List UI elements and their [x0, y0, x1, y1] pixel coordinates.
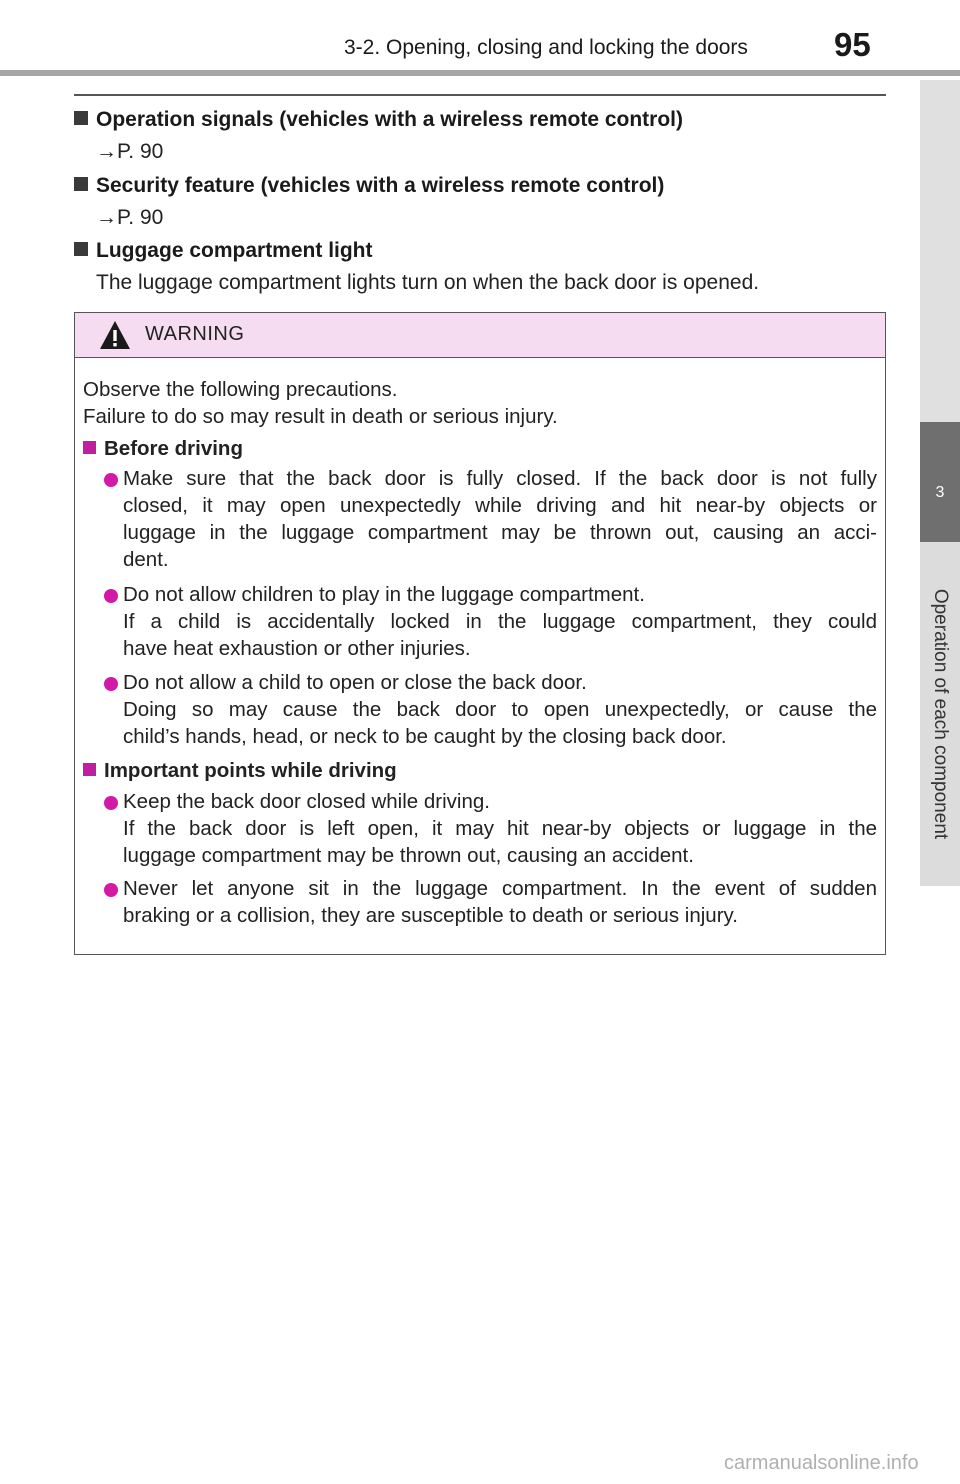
section-heading-text: Luggage compartment light	[96, 239, 373, 262]
warning-item-line: closed, it may open unexpectedly while driving and hit near-by objects or	[123, 494, 877, 517]
square-bullet-icon	[83, 763, 96, 776]
warning-item	[123, 581, 877, 662]
warning-item-line: Do not allow a child to open or close the back door.	[123, 671, 587, 694]
round-bullet-icon	[104, 883, 118, 897]
warning-item	[123, 669, 877, 750]
page-number: 95	[834, 26, 871, 63]
warning-intro-line: Failure to do so may result in death or serious injury.	[83, 405, 558, 428]
section-heading-text: Security feature (vehicles with a wireless remote control)	[96, 174, 665, 197]
page-reference-link[interactable]: →P. 90	[96, 206, 164, 229]
warning-subheading	[83, 437, 243, 461]
warning-item-line: Never let anyone sit in the luggage compartment. In the event of sudden	[123, 877, 877, 900]
chapter-title: Operation of each component	[930, 588, 951, 840]
warning-item	[123, 788, 877, 869]
round-bullet-icon	[104, 589, 118, 603]
side-tab-upper	[920, 80, 960, 480]
warning-header	[75, 313, 885, 358]
warning-item-line: Doing so may cause the back door to open unexpectedly, or cause the	[123, 698, 877, 721]
chapter-number: 3	[935, 484, 945, 501]
warning-box	[74, 312, 886, 955]
warning-item-line: Make sure that the back door is fully closed. If the back door is not fully	[123, 467, 877, 490]
warning-item-line: If a child is accidentally locked in the luggage compartment, they could	[123, 610, 877, 633]
chapter-title-tab[interactable]	[920, 542, 960, 886]
warning-item-line: luggage compartment may be thrown out, causing an accident.	[123, 844, 694, 867]
warning-intro-line: Observe the following precautions.	[83, 378, 398, 401]
warning-item-line: luggage in the luggage compartment may be thrown out, causing an acci-	[123, 521, 877, 544]
round-bullet-icon	[104, 473, 118, 487]
square-bullet-icon	[83, 441, 96, 454]
warning-item-line: Keep the back door closed while driving.	[123, 790, 490, 813]
chapter-number-tab[interactable]	[920, 422, 960, 542]
section-heading-text: Operation signals (vehicles with a wireless remote control)	[96, 108, 684, 131]
section-heading	[74, 239, 373, 263]
square-bullet-icon	[74, 177, 88, 191]
round-bullet-icon	[104, 677, 118, 691]
warning-item-line: braking or a collision, they are susceptible to death or serious injury.	[123, 904, 738, 927]
watermark: carmanualsonline.info	[724, 1452, 919, 1474]
section-heading	[74, 108, 683, 132]
warning-item	[123, 875, 877, 929]
warning-label: WARNING	[145, 323, 245, 345]
warning-item-line: If the back door is left open, it may hit near-by objects or luggage in the	[123, 817, 877, 840]
square-bullet-icon	[74, 111, 88, 125]
warning-subheading-text: Before driving	[104, 437, 243, 460]
round-bullet-icon	[104, 796, 118, 810]
content-top-rule	[74, 94, 886, 96]
section-header-title: 3-2. Opening, closing and locking the doors	[344, 36, 748, 59]
warning-item-line: dent.	[123, 548, 169, 571]
warning-item	[123, 465, 877, 573]
section-heading	[74, 174, 664, 198]
warning-subheading	[83, 759, 397, 783]
section-body-text: The luggage compartment lights turn on when the back door is opened.	[96, 271, 760, 294]
page-header	[0, 0, 960, 80]
warning-subheading-text: Important points while driving	[104, 759, 397, 782]
warning-item-line: have heat exhaustion or other injuries.	[123, 637, 471, 660]
warning-triangle-icon	[98, 319, 132, 351]
warning-item-line: child’s hands, head, or neck to be caught by the closing back door.	[123, 725, 727, 748]
square-bullet-icon	[74, 242, 88, 256]
warning-item-line: Do not allow children to play in the luggage compartment.	[123, 583, 645, 606]
header-divider	[0, 70, 960, 76]
page-reference-link[interactable]: →P. 90	[96, 140, 164, 163]
